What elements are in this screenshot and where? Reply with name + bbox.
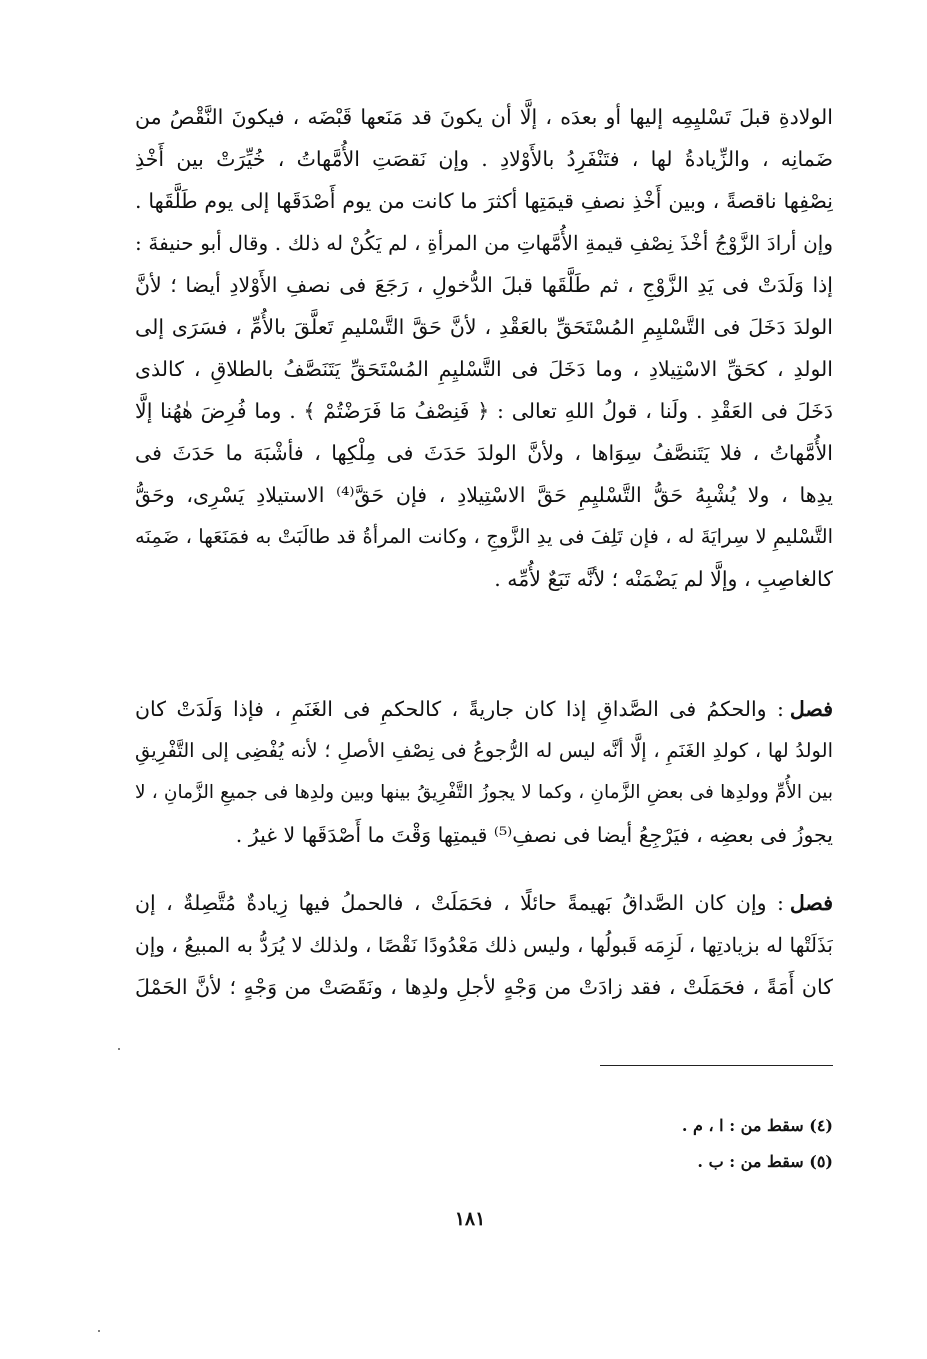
text-line [135, 882, 833, 924]
text-line: كان أَمَةً ، فحَمَلَتْ ، فقد زادَتْ من وَجْهٍ لأجلِ ولدِها ، ونَقَصَتْ من وَجْهٍ ؛ لأنَّ الحَمْلَ [135, 975, 833, 999]
section-label: فصل [789, 697, 833, 721]
page-number: ١٨١ [454, 1208, 486, 1230]
paragraph-2 [135, 688, 833, 856]
text-line: الولدَ دَخَلَ فى التَّسْليِمِ المُسْتَحَقِّ بالعَقْدِ ، لأنَّ حَقَّ التَّسْليمِ تَعلَّقَ بالأُمِّ ، فسَرَى إلى [135, 315, 833, 339]
text-line: التَّسْليمِ لا سِرايَةَ له ، فإن تَلِفَ فى يدِ الزَّوجِ ، وكانت المرأةُ قد طالَبَتْ به فمَنَعَها ، ضَمِنَه [135, 525, 833, 548]
scan-speck [118, 1048, 120, 1050]
text-line [135, 688, 833, 730]
text-line: كالغاصِبِ ، وإلَّا لم يَضْمَنْه ؛ لأنَّه تَبَعٌ لأُمِّه . [494, 567, 833, 591]
footnote-divider [600, 1065, 833, 1066]
paragraph-1 [135, 96, 833, 600]
text-line: ضَمانِه ، والزِّيادةُ لها ، فتَنْفَرِدُ بالأَوْلادِ . وإن نَقصَتِ الأُمَّهاتُ ، خُيِّرَتْ بين أَخْذِ [135, 147, 833, 171]
section-label: فصل [789, 891, 833, 915]
text-line: الولدِ ، كحَقِّ الاسْتِيلادِ ، وما دَخَلَ فى التَّسْليِمِ المُسْتَحَقِّ يَتَنَصَّفُ بالطلاقِ ، كالذى [135, 357, 833, 381]
footnote: (٤) سقط من : ا ، م . [681, 1116, 833, 1135]
text-line: بين الأُمِّ وولدِها فى بعضِ الزَّمانِ ، وكما لا يجوزُ التَّفْرِيقُ بينها وبين ولدِها فى جميعِ الزَّمانِ ، لا [135, 782, 833, 803]
text-line: دَخَلَ فى العَقْدِ . ولَنا ، قولُ اللهِ تعالى : ﴿ فَنِصْفُ مَا فَرَضْتُمْ ﴾ . وما فُرِضَ هٰهُنا إلَّا [135, 399, 833, 423]
text-line: نِصْفِها ناقصةً ، وبين أَخْذِ نصفِ قيمَتِها أكثرَ ما كانت من يوم أَصْدَقَها إلى يوم طَلَّقَها . [135, 189, 833, 213]
text-line: الولدُ لها ، كولدِ الغَنَمِ ، إلَّا أنَّه ليس له الرُّجوعُ فى نِصْفِ الأصلِ ؛ لأنه يُفْضِى إلى التَّفْرِيقِ [135, 739, 833, 762]
text-line: الأُمَّهاتُ ، فلا يَتَنصَّفُ سِوَاها ، ولأنَّ الولدَ حَدَثَ فى مِلْكِها ، فأشْبَهَ ما حَدَثَ فى [135, 441, 833, 465]
text-line: يدِها ، ولا يُشْبِهُ حَقُّ التَّسْليِمِ حَقَّ الاسْتِيلادِ ، فإن حَقَّ⁽⁴⁾ الاستيلادِ يَسْرِى، وحَقُّ [135, 483, 833, 507]
paragraph-3 [135, 882, 833, 1008]
footnote: (٥) سقط من : ب . [697, 1152, 833, 1171]
text-line-content: : والحكمُ فى الصَّداقِ إذا كان جاريةً ، كالحكمِ فى الغَنَمِ ، فإذا وَلَدَتْ كان [135, 697, 784, 721]
footnotes [500, 1108, 833, 1180]
text-line: يجوزُ فى بعضِه ، فيَرْجِعُ أيضا فى نصفِ⁽⁵⁾ قيمتِها وَقْتَ ما أَصْدَقَها لا غيرُ . [235, 823, 833, 847]
scan-speck [98, 1330, 100, 1332]
text-line-content: : وإن كان الصَّداقُ بَهيمةً حائلًا ، فحَمَلَتْ ، فالحملُ فيها زِيادةٌ مُتَّصِلةٌ ، إن [135, 891, 784, 915]
text-line: الولادةِ قبلَ تَسْليِمِه إليها أو بعدَه ، إلَّا أن يكونَ قد مَنَعها قَبْضَه ، فيكونَ النَّقْصُ من [135, 105, 833, 129]
text-line: وإن أرادَ الزَّوْجُ أخْذَ نِصْفِ قيمةِ الأُمَّهاتِ من المرأةِ ، لم يَكُنْ له ذلك . وقال أبو حنيفةَ : [135, 231, 833, 255]
text-line: بَذَلَتْها له بزيادتِها ، لَزِمَه قَبولُها ، وليس ذلك مَعْدُودًا نَقْصًا ، ولذلك لا يُرَدُّ به المبيعُ ، وإن [135, 933, 833, 957]
text-line: إذا وَلَدَتْ فى يَدِ الزَّوْجِ ، ثم طَلَّقَها قبلَ الدُّخولِ ، رَجَعَ فى نصفِ الأَوْلادِ أيضا ؛ لأنَّ [135, 273, 833, 297]
